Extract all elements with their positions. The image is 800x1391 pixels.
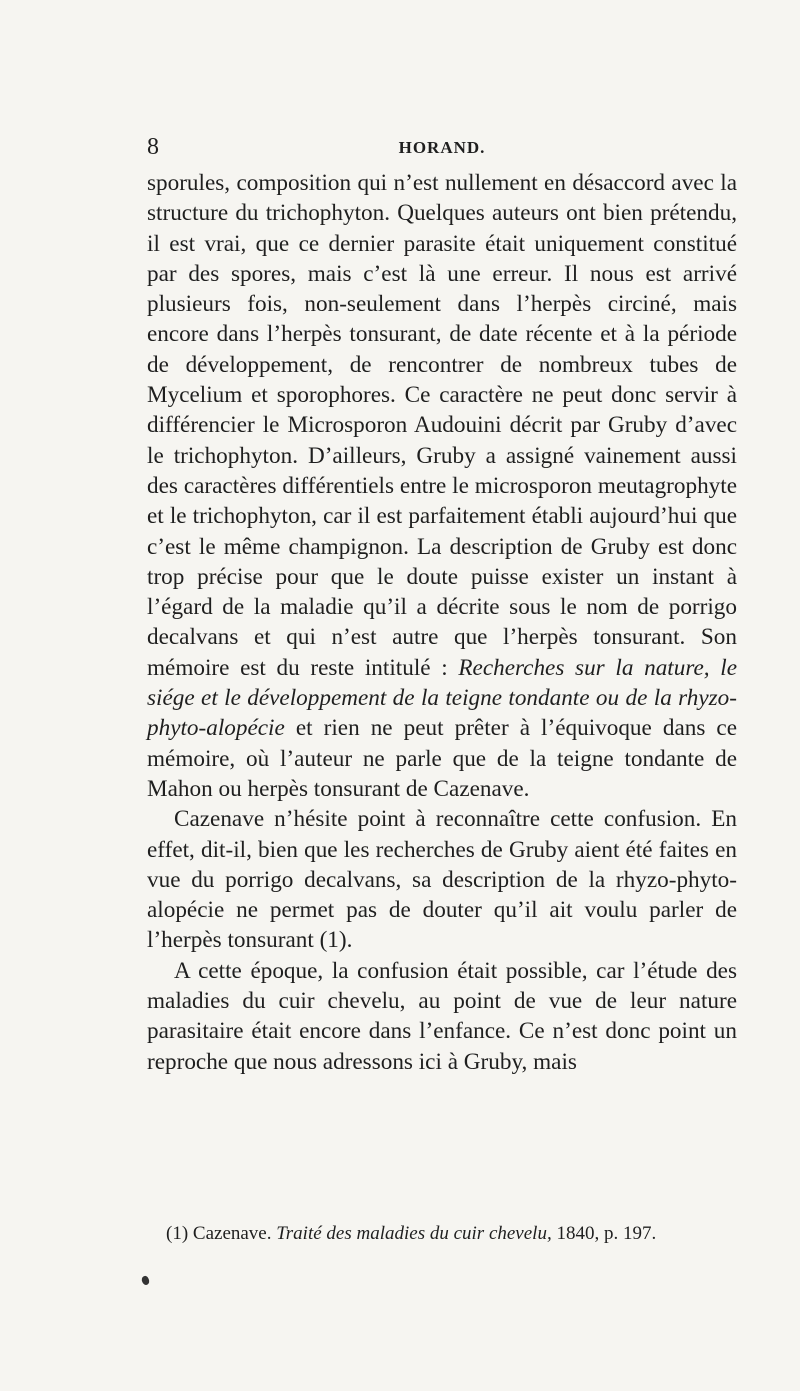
page-header [147,134,737,164]
footnote-rest: 1840, p. 197. [556,1223,657,1244]
page-number: 8 [147,134,159,160]
paragraph-text: sporules, composition qui n’est nullement en désaccord avec la structure du trichophyton. Quelques auteurs ont bien prétendu, il est vrai, que ce dernier parasite était uniquement constitué par des spores, mais c’est là une erreur. Il nous est arrivé plusieurs fois, non-seulement dans l’herpès circiné, mais encore dans l’herpès tonsurant, de date récente et à la période de développement, de rencontrer de nombreux tubes de Mycelium et sporophores. Ce caractère ne peut donc servir à différencier le Microsporon Audouini décrit par Gruby d’avec le trichophyton. D’ailleurs, Gruby a assigné vainement aussi des caractères différentiels entre le microsporon meutagrophyte et le trichophyton, car il est parfaitement établi aujourd’hui que c’est le même champignon. La description de Gruby est donc trop précise pour que le doute puisse exister un instant à l’égard de la maladie qu’il a décrite sous le nom de porrigo decalvans et qui n’est autre que l’herpès tonsurant. Son mémoire est du reste intitulé : [147,170,737,681]
footnote-title: Traité des maladies du cuir chevelu, [276,1223,552,1244]
paragraph [147,168,737,804]
body-text [147,168,737,1077]
paragraph: Cazenave n’hésite point à reconnaître cette confusion. En effet, dit-il, bien que les recherches de Gruby aient été faites en vue du porrigo decalvans, sa description de la rhyzo-phyto-alopécie ne permet pas de douter qu’il ait voulu parler de l’herpès tonsurant (1). [147,806,737,954]
memoir-title: Recherches sur la nature, le siége et le développement de la teigne tondante ou de la rhyzo-phyto-alopécie [147,654,737,742]
ink-speck [140,1275,150,1286]
footnote-author: Cazenave. [192,1223,272,1244]
paragraph: A cette époque, la confusion était possible, car l’étude des maladies du cuir chevelu, au point de vue de leur nature parasitaire était encore dans l’enfance. Ce n’est donc point un reproche que nous adressons ici à Gruby, mais [147,957,737,1075]
footnote-marker: (1) [166,1223,189,1244]
footnote [166,1222,737,1246]
paragraph-text-end: et rien ne peut prêter à l’équivoque dans ce mémoire, où l’auteur ne parle que de la teigne tondante de Mahon ou herpès tonsurant de Cazenave. [147,715,737,802]
running-head: HORAND. [398,138,486,157]
